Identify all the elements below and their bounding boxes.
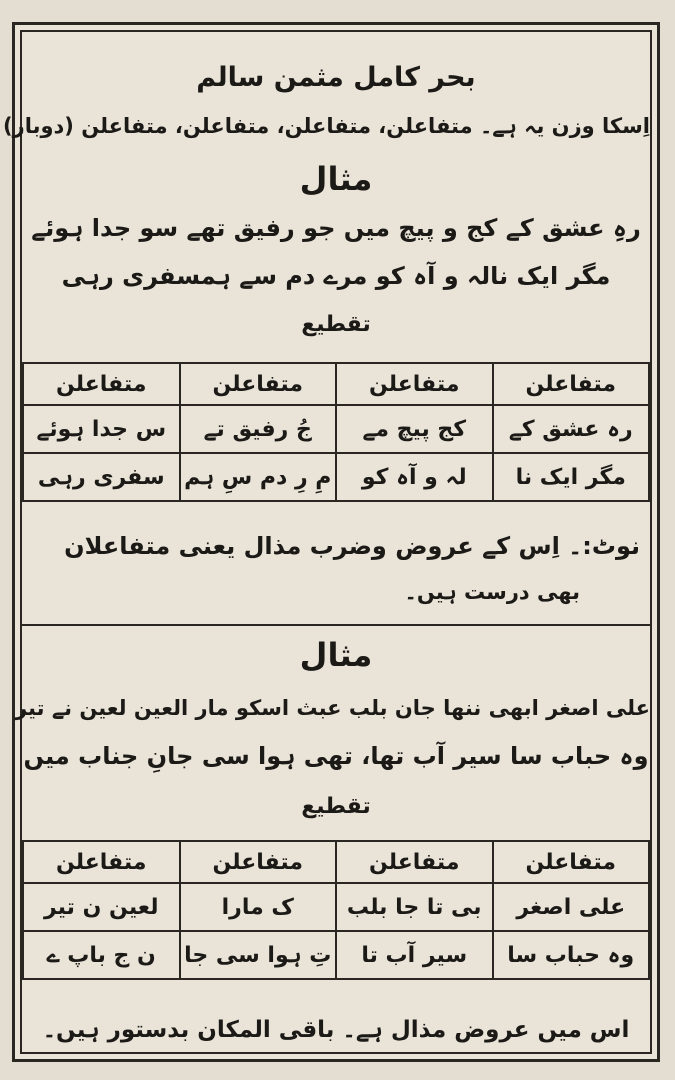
table-row xyxy=(23,453,649,501)
example-heading-2: مثال xyxy=(299,636,373,674)
scansion-table-1 xyxy=(22,362,650,502)
table-cell: مِ رِ دم سِ ہم xyxy=(180,453,337,501)
table-cell: ک مارا xyxy=(180,883,337,931)
footnote: اس میں عروض مذال ہے۔ باقی المکان بدستور ہیں۔ xyxy=(42,1017,630,1043)
table-header-cell: متفاعلن xyxy=(23,363,180,405)
table-header-cell: متفاعلن xyxy=(336,841,493,883)
table-cell: مگر ایک نا xyxy=(493,453,650,501)
note-line-2: بھی درست ہیں۔ xyxy=(404,580,580,604)
inner-border xyxy=(3,30,652,1054)
scansion-table-2 xyxy=(22,840,650,980)
table-header-cell: متفاعلن xyxy=(493,363,650,405)
table-header-cell: متفاعلن xyxy=(23,841,180,883)
table-cell: لعین ن تیر xyxy=(23,883,180,931)
scansion-heading-1: تقطیع xyxy=(301,312,371,337)
table-header-cell: متفاعلن xyxy=(180,841,337,883)
table-cell: ن ج باپ ے xyxy=(23,931,180,979)
note-line-1: نوٹ:۔ اِس کے عروض وضرب مذال یعنی متفاعلان xyxy=(64,532,640,560)
verse-1-line-1: رہِ عشق کے کج و پیچ میں جو رفیق تھے سو جدا ہوئے xyxy=(31,214,641,242)
table-header-cell: متفاعلن xyxy=(336,363,493,405)
table-cell: کج پیچ مے xyxy=(336,405,493,453)
table-header-row xyxy=(23,363,649,405)
section-divider xyxy=(22,624,650,626)
table-cell: جُ رفیق تے xyxy=(180,405,337,453)
table-cell: تِ ہوا سی جا xyxy=(180,931,337,979)
table-cell: رہ عشق کے xyxy=(493,405,650,453)
table-cell: لہ و آہ کو xyxy=(336,453,493,501)
verse-2-line-1: علی اصغر ابھی ننھا جان بلب عبث اسکو مار العین لعین نے تیر xyxy=(14,696,650,720)
verse-1-line-2: مگر ایک نالہ و آہ کو مرے دم سے ہمسفری رہی xyxy=(61,262,611,290)
table-row xyxy=(23,883,649,931)
table-cell: بی تا جا بلب xyxy=(336,883,493,931)
verse-2-line-2: وہ حباب سا سیر آب تھا، تھی ہوا سی جانِ جناب میں xyxy=(23,742,649,770)
table-row xyxy=(23,931,649,979)
table-cell: سفری رہی xyxy=(23,453,180,501)
table-cell: وہ حباب سا xyxy=(493,931,650,979)
page-frame xyxy=(3,22,660,1062)
table-cell: س جدا ہوئے xyxy=(23,405,180,453)
meter-definition: اِسکا وزن یہ ہے۔ متفاعلن، متفاعلن، متفاعلن، متفاعلن (دوبار) xyxy=(3,114,650,138)
scansion-heading-2: تقطیع xyxy=(301,794,371,819)
meter-title: بحر کامل مثمن سالم xyxy=(196,62,476,93)
table-cell: سیر آب تا xyxy=(336,931,493,979)
table-row xyxy=(23,405,649,453)
table-header-cell: متفاعلن xyxy=(493,841,650,883)
table-cell: علی اصغر xyxy=(493,883,650,931)
table-header-cell: متفاعلن xyxy=(180,363,337,405)
table-header-row xyxy=(23,841,649,883)
example-heading-1: مثال xyxy=(299,160,373,198)
